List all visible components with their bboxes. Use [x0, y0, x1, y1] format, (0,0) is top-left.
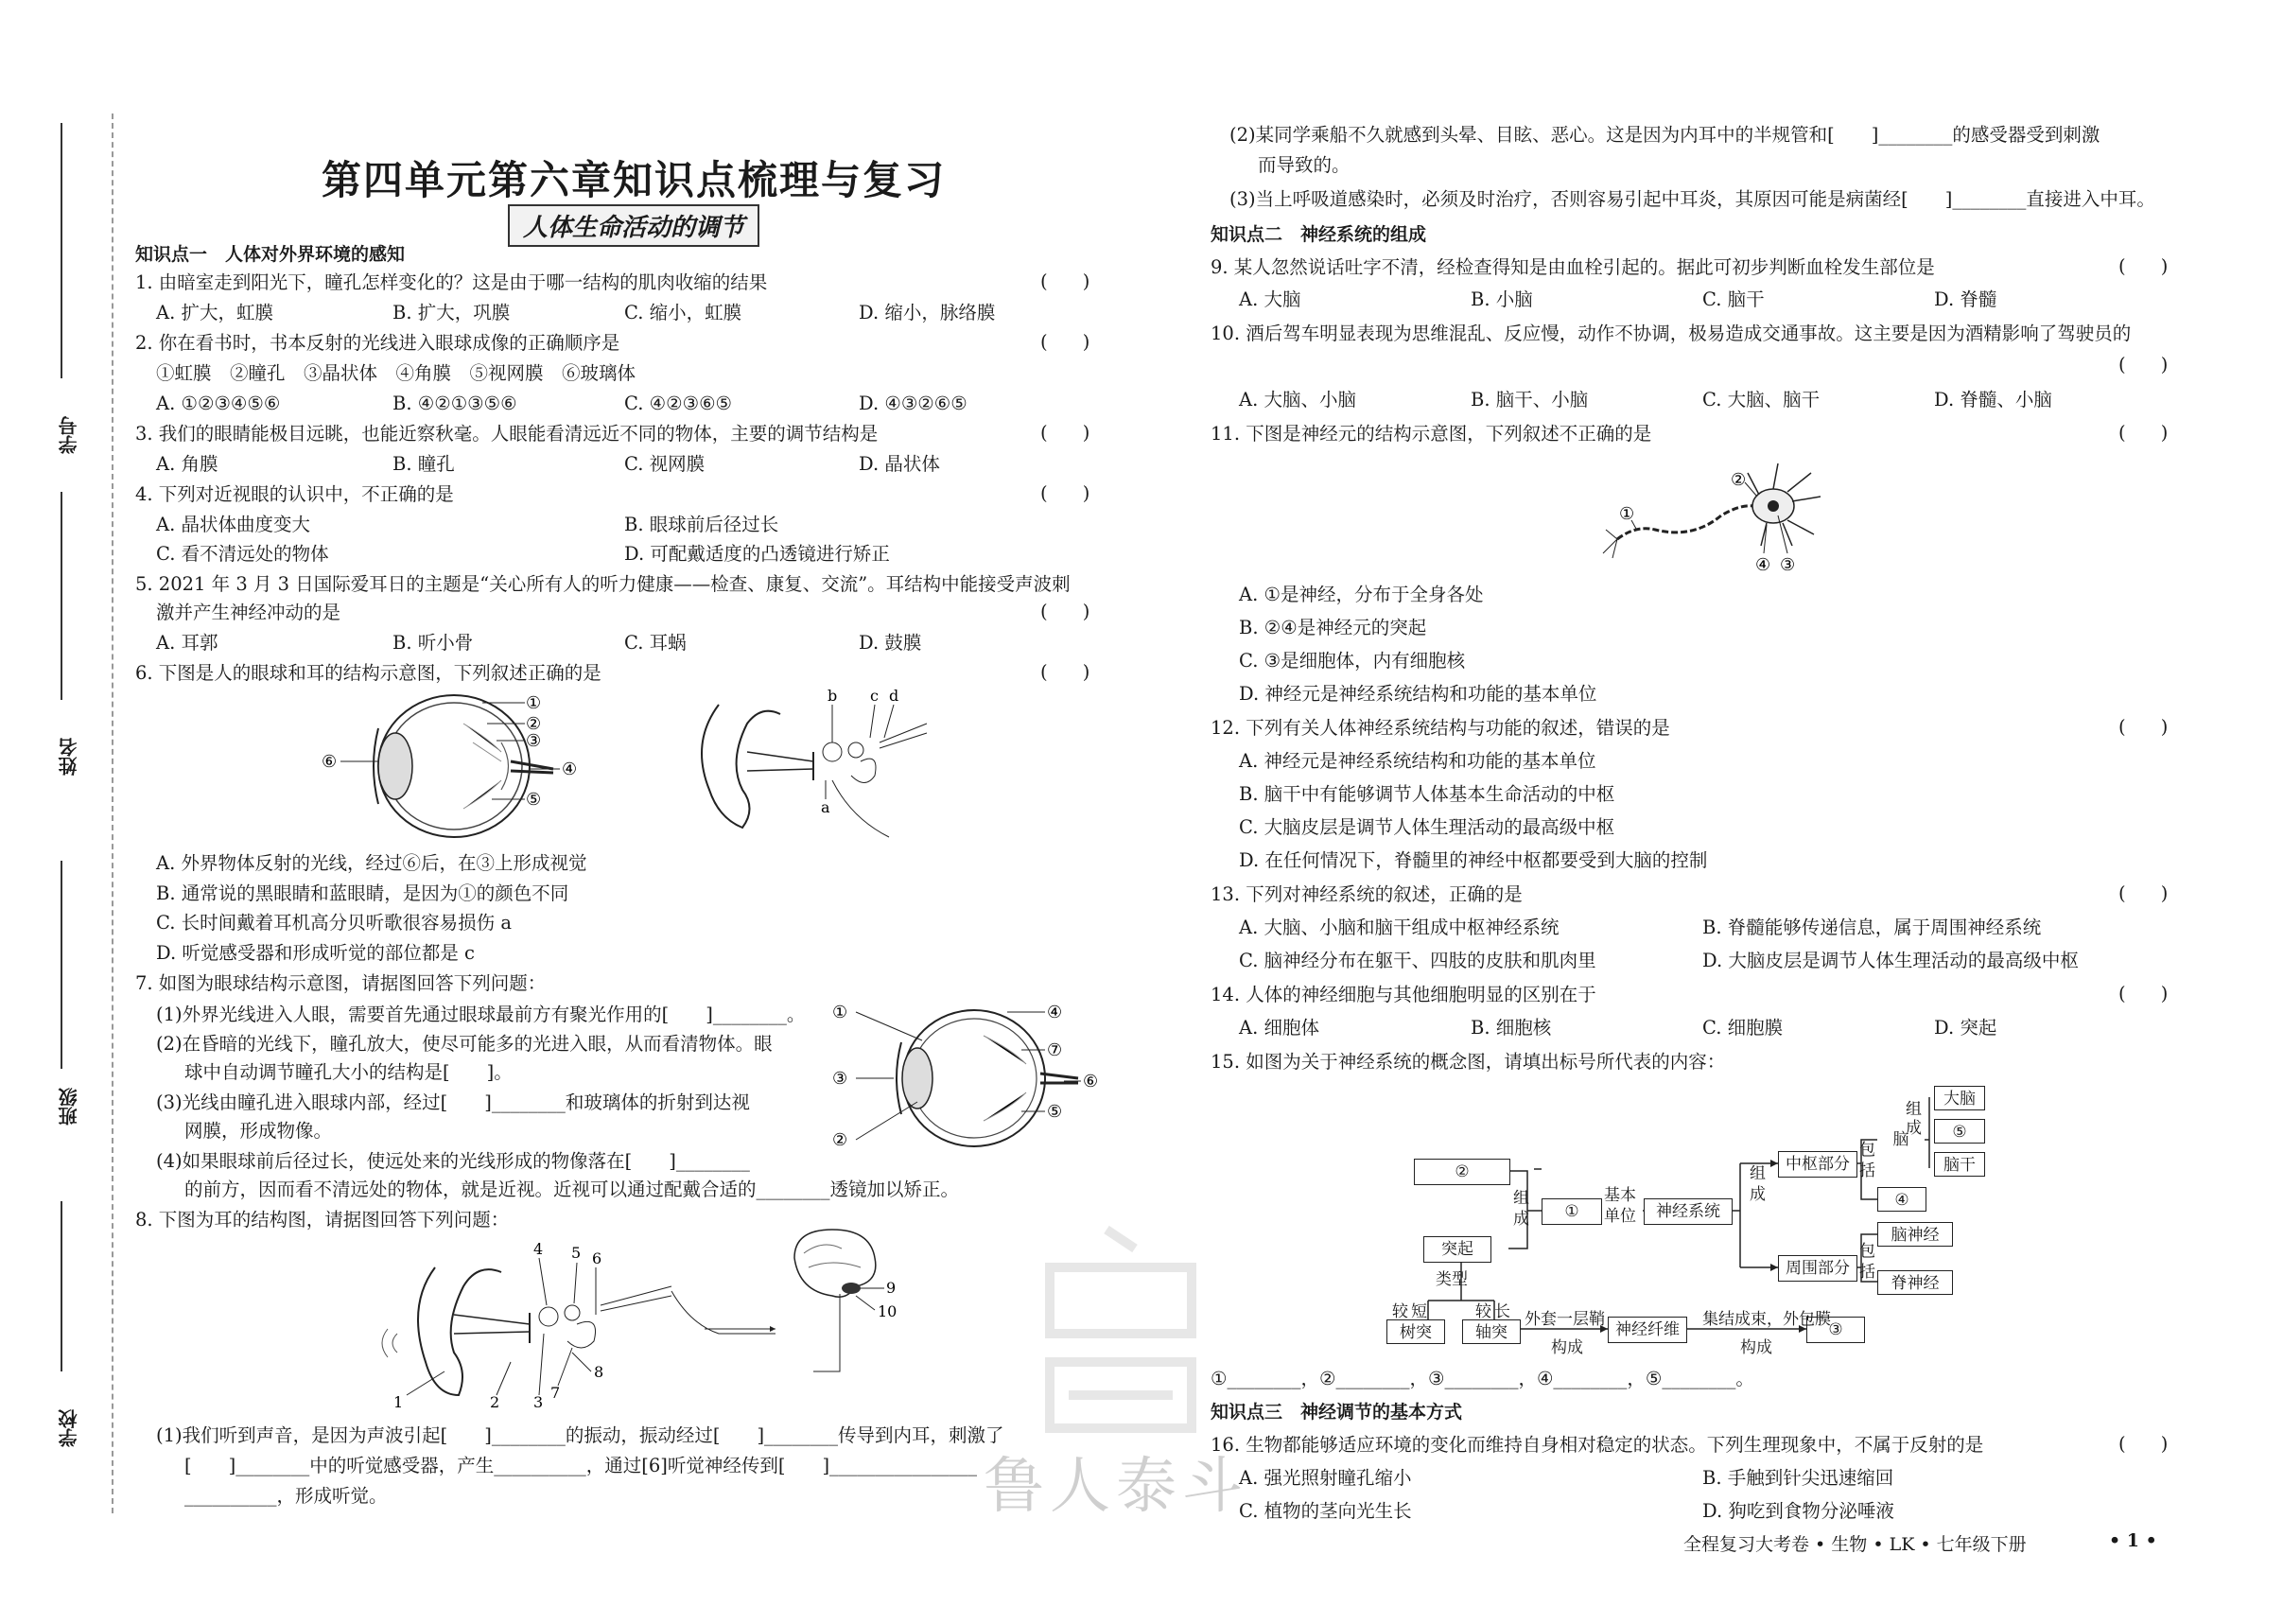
concept-box-nervous-system: 神经系统 — [1644, 1198, 1733, 1225]
q2-items: ①虹膜 ②瞳孔 ③晶状体 ④角膜 ⑤视网膜 ⑥玻璃体 — [156, 362, 636, 384]
q6-option: A. 外界物体反射的光线，经过⑥后，在③上形成视觉 — [156, 852, 587, 874]
q15-answers[interactable]: ①________，②________，③________，④________，⑤________。 — [1211, 1368, 1754, 1389]
ear-label: b — [828, 687, 838, 705]
fill-line — [61, 861, 62, 1069]
concept-box-brain: 脑 — [1877, 1127, 1925, 1152]
q11-option: B. ②④是神经元的突起 — [1239, 617, 1427, 638]
q16-option: D. 狗吃到食物分泌唾液 — [1702, 1500, 1894, 1522]
school-label: 学校 — [58, 1409, 80, 1447]
concept-text: 构成 — [1551, 1338, 1583, 1357]
q13-option: B. 脊髓能够传递信息，属于周围神经系统 — [1702, 917, 2042, 938]
answer-paren[interactable]: ( ) — [1040, 601, 1090, 622]
eye7-label: ⑤ — [1047, 1102, 1063, 1122]
concept-text: 类型 — [1436, 1270, 1468, 1289]
q14-option: B. 细胞核 — [1471, 1017, 1552, 1039]
q16-option: A. 强光照射瞳孔缩小 — [1239, 1467, 1412, 1489]
q12-option: D. 在任何情况下，脊髓里的神经中枢都要受到大脑的控制 — [1239, 849, 1708, 871]
q9-option: C. 脑干 — [1702, 288, 1765, 310]
kp3-heading: 知识点三 神经调节的基本方式 — [1211, 1402, 1463, 1423]
q7-sub: 网膜，形成物像。 — [184, 1120, 333, 1142]
answer-paren[interactable]: ( ) — [1040, 331, 1090, 353]
q8-stem: 8. 下图为耳的结构图，请据图回答下列问题： — [135, 1209, 510, 1231]
q6-stem: 6. 下图是人的眼球和耳的结构示意图，下列叙述正确的是 — [135, 662, 601, 684]
q5-option: A. 耳郭 — [156, 632, 218, 654]
eye-label: ⑥ — [322, 752, 338, 772]
q14-option: A. 细胞体 — [1239, 1017, 1319, 1039]
concept-text: 组成 — [1513, 1189, 1529, 1229]
q3-stem: 3. 我们的眼睛能极目远眺，也能近察秋毫。人眼能看清远近不同的物体，主要的调节结构是 — [135, 423, 879, 445]
concept-text: 长 — [1494, 1302, 1510, 1321]
q9-option: D. 脊髓 — [1934, 288, 1997, 310]
q3-option: C. 视网膜 — [624, 453, 706, 475]
ear8-label: 6 — [592, 1249, 602, 1267]
q4-option: B. 眼球前后径过长 — [624, 514, 779, 535]
concept-box-peripheral: 周围部分 — [1778, 1255, 1857, 1282]
q1-option: A. 扩大，虹膜 — [156, 302, 273, 323]
answer-paren[interactable]: ( ) — [2118, 716, 2169, 738]
eye7-label: ⑥ — [1083, 1072, 1099, 1091]
q5-option: B. 听小骨 — [392, 632, 474, 654]
answer-paren[interactable]: ( ) — [2118, 255, 2169, 277]
ear8-label: 10 — [878, 1302, 898, 1320]
watermark-text: 鲁人泰斗 — [984, 1452, 1248, 1522]
answer-paren[interactable]: ( ) — [2118, 354, 2169, 375]
q7-sub: 的前方，因而看不清远处的物体，就是近视。近视可以通过配戴合适的________透镜加以矫正。 — [184, 1179, 960, 1200]
q16-option: C. 植物的茎向光生长 — [1239, 1500, 1412, 1522]
concept-text: 组成 — [1906, 1100, 1922, 1138]
name-label: 姓名 — [58, 738, 80, 776]
neuron-label: ① — [1619, 504, 1635, 524]
page-number: • 1 • — [2109, 1530, 2157, 1551]
q12-option: A. 神经元是神经系统结构和功能的基本单位 — [1239, 750, 1596, 772]
q8-sub: 而导致的。 — [1258, 154, 1351, 176]
q12-option: B. 脑干中有能够调节人体基本生命活动的中枢 — [1239, 783, 1615, 805]
class-label: 班级 — [58, 1088, 80, 1126]
q2-option: D. ④③②⑥⑤ — [859, 393, 967, 414]
concept-text: 外套一层鞘 — [1525, 1310, 1605, 1329]
q6-option: D. 听觉感受器和形成听觉的部位都是 c — [156, 942, 475, 964]
q8-sub: __________，形成听觉。 — [184, 1485, 388, 1507]
eye7-label: ② — [832, 1130, 848, 1150]
q13-stem: 13. 下列对神经系统的叙述，正确的是 — [1211, 883, 1523, 905]
neuron-label: ② — [1731, 470, 1747, 490]
q12-option: C. 大脑皮层是调节人体生理活动的最高级中枢 — [1239, 816, 1615, 838]
eye-label: ⑤ — [526, 790, 542, 810]
neuron-diagram — [1598, 459, 1825, 577]
q7-sub: (4)如果眼球前后径过长，使远处来的光线形成的物像落在[ ]________ — [156, 1150, 750, 1172]
concept-text: 包括 — [1859, 1242, 1875, 1282]
q2-option: C. ④②③⑥⑤ — [624, 393, 733, 414]
q7-stem: 7. 如图为眼球结构示意图，请据图回答下列问题： — [135, 972, 547, 994]
q2-option: B. ④②①③⑤⑥ — [392, 393, 517, 414]
q1-stem: 1. 由暗室走到阳光下，瞳孔怎样变化的？这是由于哪一结构的肌肉收缩的结果 — [135, 271, 768, 293]
concept-text: 集结成束，外包膜 — [1702, 1310, 1831, 1329]
q8-sub: (3)当上呼吸道感染时，必须及时治疗，否则容易引起中耳炎，其原因可能是病菌经[ ]________直接进入中耳。 — [1229, 188, 2155, 210]
q5-stem-cont: 激并产生神经冲动的是 — [156, 602, 341, 623]
q7-sub: (3)光线由瞳孔进入眼球内部，经过[ ]________和玻璃体的折射到达视 — [156, 1091, 750, 1113]
footer-book-title: 全程复习大考卷 • 生物 • LK • 七年级下册 — [1683, 1534, 2027, 1555]
concept-text: 组成 — [1750, 1164, 1766, 1204]
student-id-label: 学号 — [58, 416, 80, 454]
q3-option: B. 瞳孔 — [392, 453, 455, 475]
q7-sub: (1)外界光线进入人眼，需要首先通过眼球最前方有聚光作用的[ ]________。 — [156, 1004, 806, 1025]
ear8-label: 4 — [533, 1240, 544, 1258]
concept-box-cranial-nerve: 脑神经 — [1877, 1222, 1953, 1247]
concept-text: 短 — [1411, 1302, 1427, 1321]
q10-option: D. 脊髓、小脑 — [1934, 389, 2052, 410]
eye7-label: ③ — [832, 1069, 848, 1089]
q2-stem: 2. 你在看书时，书本反射的光线进入眼球成像的正确顺序是 — [135, 332, 620, 354]
concept-text: 构成 — [1740, 1338, 1772, 1357]
q10-option: C. 大脑、脑干 — [1702, 389, 1821, 410]
q11-option: D. 神经元是神经系统结构和功能的基本单位 — [1239, 683, 1597, 705]
q11-stem: 11. 下图是神经元的结构示意图，下列叙述不正确的是 — [1211, 423, 1652, 445]
q10-option: B. 脑干、小脑 — [1471, 389, 1589, 410]
q1-option: B. 扩大，巩膜 — [392, 302, 511, 323]
ear-label: a — [821, 798, 830, 816]
answer-paren[interactable]: ( ) — [1040, 422, 1090, 444]
q5-option: D. 鼓膜 — [859, 632, 922, 654]
ear-diagram — [690, 686, 936, 847]
q8-sub: (1)我们听到声音，是因为声波引起[ ]________的振动，振动经过[ ]________传导到内耳，刺激了 — [156, 1424, 1004, 1446]
concept-text: 包括 — [1859, 1141, 1875, 1180]
eye-label: ④ — [562, 760, 578, 779]
fill-line — [61, 123, 62, 378]
ear8-label: 8 — [594, 1363, 604, 1381]
answer-paren[interactable]: ( ) — [2118, 422, 2169, 444]
eye-label: ② — [526, 714, 542, 734]
ear-label: d — [889, 687, 899, 705]
ear-label: c — [870, 687, 879, 705]
eye7-label: ① — [832, 1003, 848, 1022]
q5-option: C. 耳蜗 — [624, 632, 687, 654]
answer-paren[interactable]: ( ) — [2118, 882, 2169, 904]
ear-brain-diagram — [378, 1230, 898, 1411]
q7-sub: 球中自动调节瞳孔大小的结构是[ ]。 — [184, 1061, 513, 1083]
ear8-label: 1 — [393, 1393, 404, 1411]
q1-option: D. 缩小，脉络膜 — [859, 302, 996, 323]
q8-sub: [ ]________中的听觉感受器，产生__________，通过[6]听觉神经传到[ ]________________ — [184, 1455, 978, 1476]
ear8-label: 9 — [886, 1279, 897, 1297]
q4-stem: 4. 下列对近视眼的认识中，不正确的是 — [135, 483, 454, 505]
q4-option: C. 看不清远处的物体 — [156, 543, 329, 565]
q14-stem: 14. 人体的神经细胞与其他细胞明显的区别在于 — [1211, 984, 1596, 1005]
page-title: 第四单元第六章知识点梳理与复习 — [321, 157, 946, 203]
q12-stem: 12. 下列有关人体神经系统结构与功能的叙述，错误的是 — [1211, 717, 1670, 739]
q4-option: D. 可配戴适度的凸透镜进行矫正 — [624, 543, 890, 565]
q3-option: A. 角膜 — [156, 453, 218, 475]
fill-line — [61, 492, 62, 700]
eye-diagram — [322, 686, 605, 847]
eye-label: ① — [526, 693, 542, 713]
kp1-heading: 知识点一 人体对外界环境的感知 — [135, 244, 406, 265]
concept-box-4: ④ — [1877, 1187, 1926, 1212]
q3-option: D. 晶状体 — [859, 453, 940, 475]
neuron-label: ③ — [1780, 555, 1796, 575]
q6-option: C. 长时间戴着耳机高分贝听歌很容易损伤 a — [156, 912, 512, 934]
concept-text: 较 — [1475, 1302, 1491, 1321]
q13-option: C. 脑神经分布在躯干、四肢的皮肤和肌肉里 — [1239, 950, 1596, 971]
q9-option: B. 小脑 — [1471, 288, 1533, 310]
q10-option: A. 大脑、小脑 — [1239, 389, 1356, 410]
concept-box-process: 突起 — [1423, 1236, 1491, 1263]
q11-option: C. ③是细胞体，内有细胞核 — [1239, 650, 1466, 672]
concept-box-1: ① — [1542, 1198, 1602, 1225]
concept-text: 基本单位 — [1604, 1186, 1636, 1226]
q9-stem: 9. 某人忽然说话吐字不清，经检查得知是由血栓引起的。据此可初步判断血栓发生部位是 — [1211, 256, 1935, 278]
q14-option: D. 突起 — [1934, 1017, 1997, 1039]
answer-paren[interactable]: ( ) — [1040, 482, 1090, 504]
eye7-label: ④ — [1047, 1003, 1063, 1022]
q5-stem: 5. 2021 年 3 月 3 日国际爱耳日的主题是“关心所有人的听力健康——检查、康复、交流”。耳结构中能接受声波刺 — [135, 573, 1071, 595]
q13-option: A. 大脑、小脑和脑干组成中枢神经系统 — [1239, 917, 1560, 938]
ear8-label: 2 — [490, 1393, 500, 1411]
binding-margin — [0, 0, 118, 1624]
answer-paren[interactable]: ( ) — [1040, 271, 1090, 292]
ear8-label: 7 — [550, 1384, 561, 1402]
q6-option: B. 通常说的黑眼睛和蓝眼睛，是因为①的颜色不同 — [156, 882, 569, 904]
kp2-heading: 知识点二 神经系统的组成 — [1211, 224, 1427, 245]
q16-stem: 16. 生物都能够适应环境的变化而维持自身相对稳定的状态。下列生理现象中，不属于反射的是 — [1211, 1434, 1984, 1456]
answer-paren[interactable]: ( ) — [1040, 661, 1090, 683]
concept-box-brainstem: 脑干 — [1934, 1152, 1985, 1177]
concept-box-3: ③ — [1806, 1317, 1865, 1343]
q9-option: A. 大脑 — [1239, 288, 1301, 310]
concept-text: 较 — [1392, 1302, 1408, 1321]
q10-stem: 10. 酒后驾车明显表现为思维混乱、反应慢，动作不协调，极易造成交通事故。这主要是因为酒精影响了驾驶员的 — [1211, 323, 2132, 344]
q14-option: C. 细胞膜 — [1702, 1017, 1784, 1039]
q13-option: D. 大脑皮层是调节人体生理活动的最高级中枢 — [1702, 950, 2079, 971]
neuron-label: ④ — [1755, 555, 1771, 575]
q4-option: A. 晶状体曲度变大 — [156, 514, 310, 535]
answer-paren[interactable]: ( ) — [2118, 983, 2169, 1004]
ear8-label: 3 — [533, 1393, 544, 1411]
concept-box-spinal-nerve: 脊神经 — [1877, 1270, 1953, 1295]
concept-box-5: ⑤ — [1934, 1119, 1985, 1144]
q1-option: C. 缩小，虹膜 — [624, 302, 742, 323]
cut-line — [112, 114, 113, 1513]
eye-label: ③ — [526, 731, 542, 751]
concept-box-2: ② — [1414, 1159, 1510, 1185]
q2-option: A. ①②③④⑤⑥ — [156, 393, 281, 414]
concept-box-dendrite: 树突 — [1386, 1319, 1445, 1344]
fill-line — [61, 1201, 62, 1371]
eye-diagram-q7 — [828, 993, 1111, 1163]
answer-paren[interactable]: ( ) — [2118, 1433, 2169, 1455]
q16-option: B. 手触到针尖迅速缩回 — [1702, 1467, 1894, 1489]
concept-box-nerve-fiber: 神经纤维 — [1608, 1317, 1687, 1343]
q15-stem: 15. 如图为关于神经系统的概念图，请填出标号所代表的内容： — [1211, 1051, 1726, 1073]
concept-box-central: 中枢部分 — [1778, 1151, 1857, 1178]
eye7-label: ⑦ — [1047, 1040, 1063, 1060]
q7-sub: (2)在昏暗的光线下，瞳孔放大，使尽可能多的光进入眼，从而看清物体。眼 — [156, 1033, 773, 1055]
q11-option: A. ①是神经，分布于全身各处 — [1239, 584, 1484, 605]
concept-box-cerebrum: 大脑 — [1934, 1086, 1985, 1110]
section-subtitle: 人体生命活动的调节 — [508, 204, 759, 247]
q8-sub: (2)某同学乘船不久就感到头晕、目眩、恶心。这是因为内耳中的半规管和[ ]________的感受器受到刺激 — [1229, 124, 2100, 146]
concept-box-axon: 轴突 — [1462, 1319, 1521, 1344]
ear8-label: 5 — [571, 1244, 582, 1262]
